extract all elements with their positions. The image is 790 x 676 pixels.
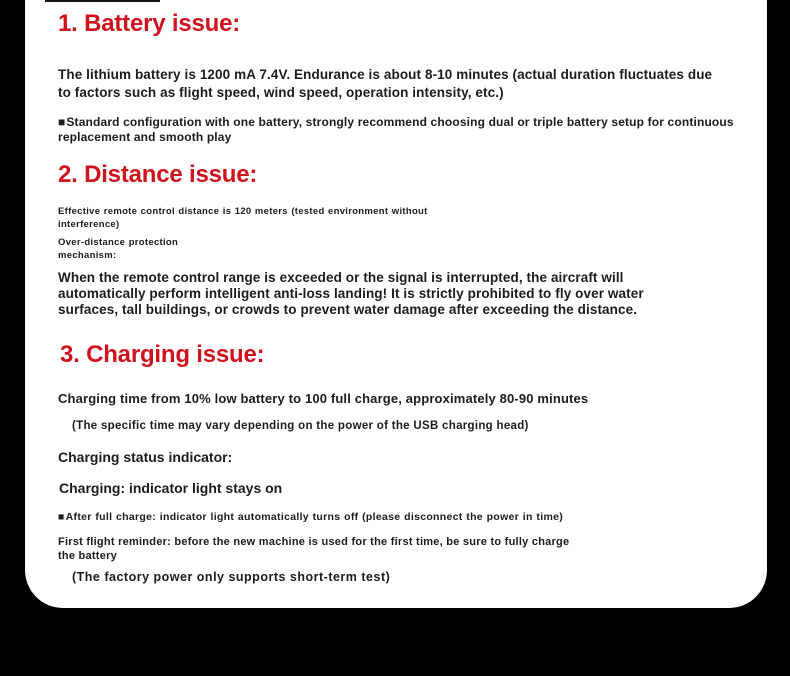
battery-bullet-text: Standard configuration with one battery, strongly recommend choosing dual or triple battery setup for continuous replacement and smooth play	[58, 115, 734, 144]
charging-bullet-text: After full charge: indicator light automatically turns off (please disconnect the power in time)	[65, 511, 564, 523]
factory-power-note: (The factory power only supports short-term test)	[72, 570, 391, 584]
charging-time-note: (The specific time may vary depending on the power of the USB charging head)	[72, 420, 529, 432]
distance-section-heading: 2. Distance issue:	[58, 161, 258, 188]
battery-body-text: The lithium battery is 1200 mA 7.4V. Endurance is about 8-10 minutes (actual duration fluctuates due to factors such as flight speed, wind speed, operation intensity, etc.)	[58, 67, 713, 100]
product-info-card	[25, 0, 767, 608]
top-edge-artifact	[45, 0, 160, 2]
distance-range-note: Effective remote control distance is 120 meters (tested environment without interference)	[58, 206, 428, 230]
distance-body-text: When the remote control range is exceeded or the signal is interrupted, the aircraft will automatically perform intelligent anti-loss landing! It is strictly prohibited to fly over water surfaces, tall buildings, or crowds to prevent water damage after exceeding the distance.	[58, 270, 644, 317]
square-bullet-icon: ■	[58, 511, 65, 523]
charging-time-line: Charging time from 10% low battery to 100 full charge, approximately 80-90 minutes	[58, 391, 589, 406]
battery-section-heading: 1. Battery issue:	[58, 10, 241, 37]
charging-status-label: Charging status indicator:	[58, 449, 233, 465]
charging-section-heading: 3. Charging issue:	[60, 341, 265, 368]
first-flight-reminder-text: First flight reminder: before the new machine is used for the first time, be sure to fully charge the battery	[58, 536, 570, 562]
battery-bullet-line	[58, 115, 748, 145]
charging-status-line: Charging: indicator light stays on	[59, 480, 283, 496]
charging-bullet-line	[58, 511, 563, 524]
distance-mechanism-note: Over-distance protection mechanism:	[58, 237, 179, 261]
square-bullet-icon: ■	[58, 115, 66, 129]
